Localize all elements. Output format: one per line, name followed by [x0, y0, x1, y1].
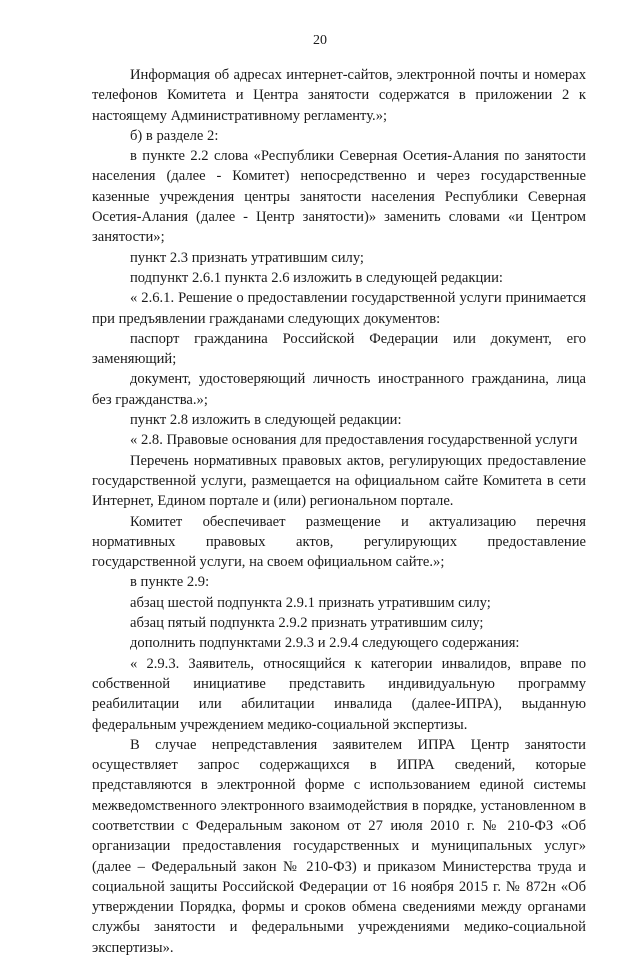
paragraph-2: б) в разделе 2:: [130, 127, 219, 144]
document-body: [92, 65, 586, 958]
paragraph-18: В случае непредставления заявителем ИПРА Центр занятости осуществляет запрос содержащихся в ИПРА сведений, которые представляются в электронной форме с использованием единой системы межведомственного электронного взаимодействия в порядке, установленном в соответствии с Федеральным законом от 27 июля 2010 г. № 210-ФЗ «Об организации предоставления государственных и муниципальных услуг» (далее – Федеральный закон № 210-ФЗ) и приказом Министерства труда и социальной защиты Российской Федерации от 16 ноября 2015 г. № 872н «Об утверждении Порядка, формы и сроков обмена сведениями между органами службы занятости и федеральными учреждениями медико-социальной экспертизы».: [92, 736, 586, 956]
paragraph-3: в пункте 2.2 слова «Республики Северная Осетия-Алания по занятости населения (далее - Комитет) непосредственно и через государственные казенные учреждения центры занятости населения Республики Северная Осетия-Алания (далее - Центр занятости)» заменить словами «и Центром занятости»;: [92, 148, 586, 246]
paragraph-9: пункт 2.8 изложить в следующей редакции:: [130, 412, 402, 429]
paragraph-10: « 2.8. Правовые основания для предоставления государственной услуги: [130, 432, 578, 449]
paragraph-15: абзац пятый подпункта 2.9.2 признать утратившим силу;: [130, 615, 484, 632]
paragraph-6: « 2.6.1. Решение о предоставлении государственной услуги принимается при предъявлении гражданами следующих документов:: [92, 290, 586, 327]
paragraph-4: пункт 2.3 признать утратившим силу;: [130, 249, 364, 266]
paragraph-16: дополнить подпунктами 2.9.3 и 2.9.4 следующего содержания:: [130, 635, 520, 652]
page-number: 20: [313, 33, 327, 48]
paragraph-7: паспорт гражданина Российской Федерации или документ, его заменяющий;: [92, 330, 586, 368]
paragraph-17: « 2.9.3. Заявитель, относящийся к категории инвалидов, вправе по собственной инициативе представить индивидуальную программу реабилитации или абилитации инвалида (далее-ИПРА), выданную федеральным учреждением медико-социальной экспертизы.: [92, 655, 586, 733]
paragraph-12: Комитет обеспечивает размещение и актуализацию перечня нормативных правовых актов, регулирующих предоставление государственной услуги, на своем официальном сайте.»;: [92, 513, 586, 571]
paragraph-5: подпункт 2.6.1 пункта 2.6 изложить в следующей редакции:: [130, 269, 503, 286]
paragraph-11: Перечень нормативных правовых актов, регулирующих предоставление государственной услуги, размещается на официальном сайте Комитета в сети Интернет, Едином портале и (или) региональном портале.: [92, 452, 586, 510]
paragraph-14: абзац шестой подпункта 2.9.1 признать утратившим силу;: [130, 594, 491, 611]
paragraph-13: в пункте 2.9:: [130, 574, 210, 591]
paragraph-1: Информация об адресах интернет-сайтов, электронной почты и номерах телефонов Комитета и Центра занятости содержатся в приложении 2 к настоящему Административному регламенту.»;: [92, 67, 586, 124]
paragraph-8: документ, удостоверяющий личность иностранного гражданина, лица без гражданства.»;: [92, 371, 586, 408]
